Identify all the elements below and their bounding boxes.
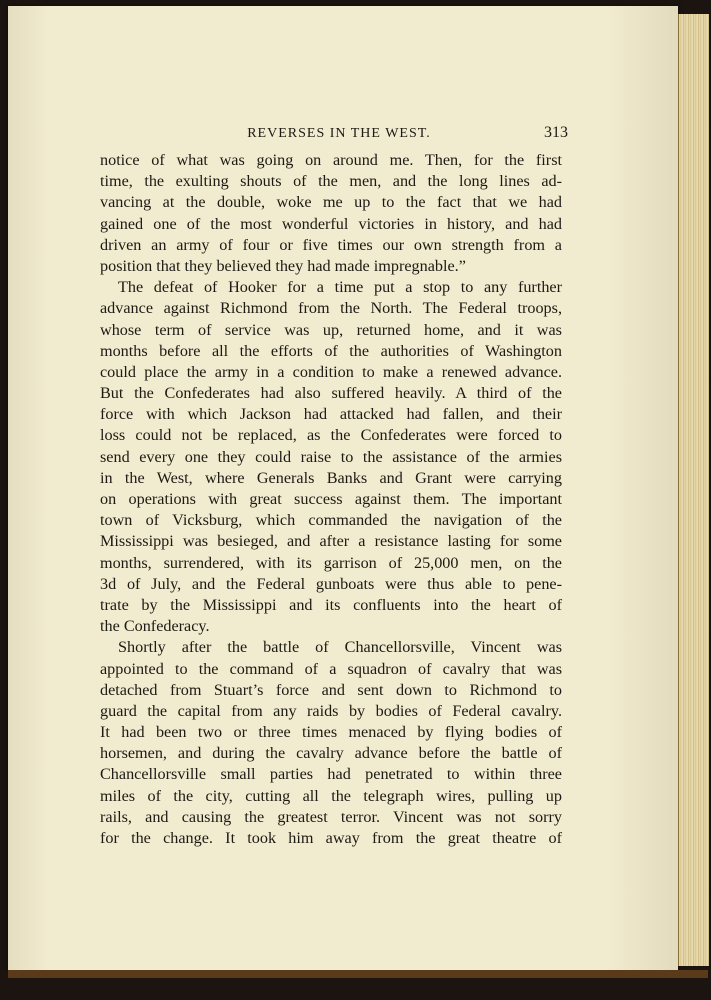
text-line: months before all the efforts of the authorities of Washington [100,341,562,360]
text-line: Mississippi was besieged, and after a resistance lasting for some [100,532,562,551]
text-line: notice of what was going on around me. Then, for the first [100,151,562,169]
text-line: the Confederacy. [100,617,210,636]
text-line: horsemen, and during the cavalry advance before the battle of [100,744,562,763]
text-line: trate by the Mississippi and its confluents into the heart of [100,595,562,614]
text-line: for the change. It took him away from the great theatre of [100,829,562,847]
text-line: town of Vicksburg, which commanded the navigation of the [100,511,562,530]
text-line: detached from Stuart’s force and sent down to Richmond to [100,680,562,699]
text-line: Chancellorsville small parties had penetrated to within three [100,765,562,784]
text-line: send every one they could raise to the assistance of the armies [100,447,562,466]
text-line: 3d of July, and the Federal gunboats were thus able to pene- [100,574,562,593]
text-line: guard the capital from any raids by bodies of Federal cavalry. [100,701,562,720]
text-line: months, surrendered, with its garrison of 25,000 men, on the [100,553,562,572]
text-line: driven an army of four or five times our own strength from a [100,235,562,254]
body-text [100,150,562,849]
text-line: appointed to the command of a squadron of cavalry that was [100,659,562,678]
text-line: The defeat of Hooker for a time put a stop to any further [118,278,562,297]
text-line: whose term of service was up, returned home, and it was [100,320,562,339]
text-line: loss could not be replaced, as the Confederates were forced to [100,426,562,445]
page-number: 313 [544,124,568,141]
book-cover-edge [8,970,708,978]
page-edges [678,14,709,966]
text-line: vancing at the double, woke me up to the fact that we had [100,193,562,212]
text-line: But the Confederates had also suffered heavily. A third of the [100,384,562,403]
page-header [106,124,572,146]
running-head: REVERSES IN THE WEST. [247,126,431,141]
text-line: Shortly after the battle of Chancellorsville, Vincent was [118,638,562,657]
text-line: time, the exulting shouts of the men, and the long lines ad- [100,172,562,191]
text-line: miles of the city, cutting all the telegraph wires, pulling up [100,786,562,805]
text-line: rails, and causing the greatest terror. Vincent was not sorry [100,807,562,826]
text-line: It had been two or three times menaced by flying bodies of [100,723,562,742]
text-line: on operations with great success against them. The important [100,490,562,508]
text-line: advance against Richmond from the North. The Federal troops, [100,299,562,318]
text-line: force with which Jackson had attacked had fallen, and their [100,405,562,424]
text-line: could place the army in a condition to make a renewed advance. [100,362,562,381]
text-line: position that they believed they had made impregnable.” [100,256,466,275]
text-line: gained one of the most wonderful victories in history, and had [100,214,562,233]
text-line: in the West, where Generals Banks and Grant were carrying [100,468,562,487]
